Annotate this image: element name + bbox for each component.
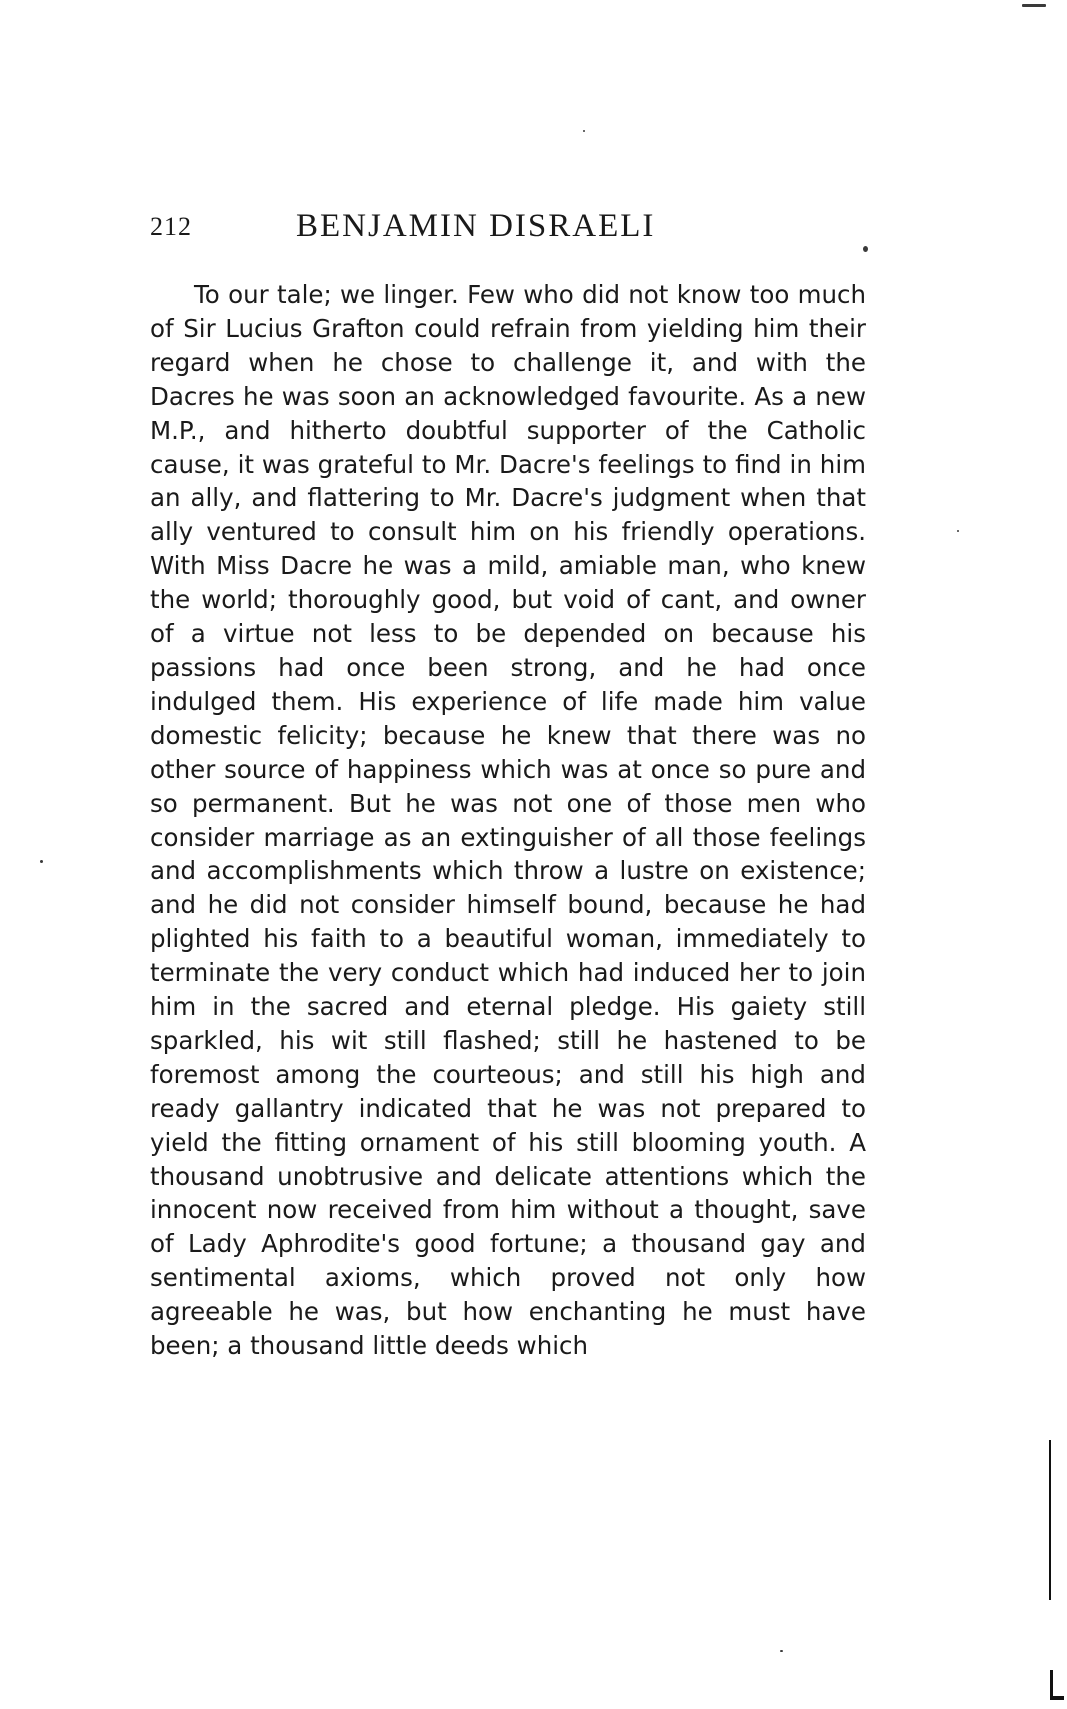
body-paragraph: To our tale; we linger. Few who did not know too much of Sir Lucius Grafton could refrain from yielding him their regard when he chose to challenge it, and with the Dacres he was soon an acknowledged favourite. As a new M.P., and hitherto doubtful supporter of the Catholic cause, it was grateful to Mr. Dacre's feelings to find in him an ally, and flattering to Mr. Dacre's judgment when that ally ventured to consult him on his friendly operations. With Miss Dacre he was a mild, amiable man, who knew the world; thoroughly good, but void of cant, and owner of a virtue not less to be depended on because his passions had once been strong, and he had once indulged them. His experience of life made him value domestic felicity; because he knew that there was no other source of happiness which was at once so pure and so permanent. But he was not one of those men who consider marriage as an extinguisher of all those feelings and accomplishments which throw a lustre on existence; and he did not consider himself bound, because he had plighted his faith to a beautiful woman, immediately to terminate the very conduct which had induced her to join him in the sacred and eternal pledge. His gaiety still sparkled, his wit still flashed; still he hastened to be foremost among the courteous; and still his high and ready gallantry indicated that he was not prepared to yield the fitting ornament of his still blooming youth. A thousand unobtrusive and delicate attentions which the innocent now received from him without a thought, save of Lady Aphrodite's good fortune; a thousand gay and sentimental axioms, which proved not only how agreeable he was, but how enchanting he must have been; a thousand little deeds which: [150, 280, 866, 1361]
running-head: BENJAMIN DISRAELI: [296, 208, 656, 244]
scan-edge-line: [1050, 1670, 1053, 1698]
scan-speck: [583, 130, 585, 132]
scan-speck: [1022, 4, 1046, 7]
scan-speck: [40, 860, 43, 863]
scan-edge-line: [1050, 1696, 1064, 1700]
scan-speck: [780, 1650, 783, 1652]
page-header: [150, 208, 710, 248]
scan-speck: [957, 530, 959, 532]
page-number: 212: [150, 212, 192, 241]
scan-edge-line: [1049, 1440, 1051, 1600]
scan-speck: [863, 246, 868, 252]
